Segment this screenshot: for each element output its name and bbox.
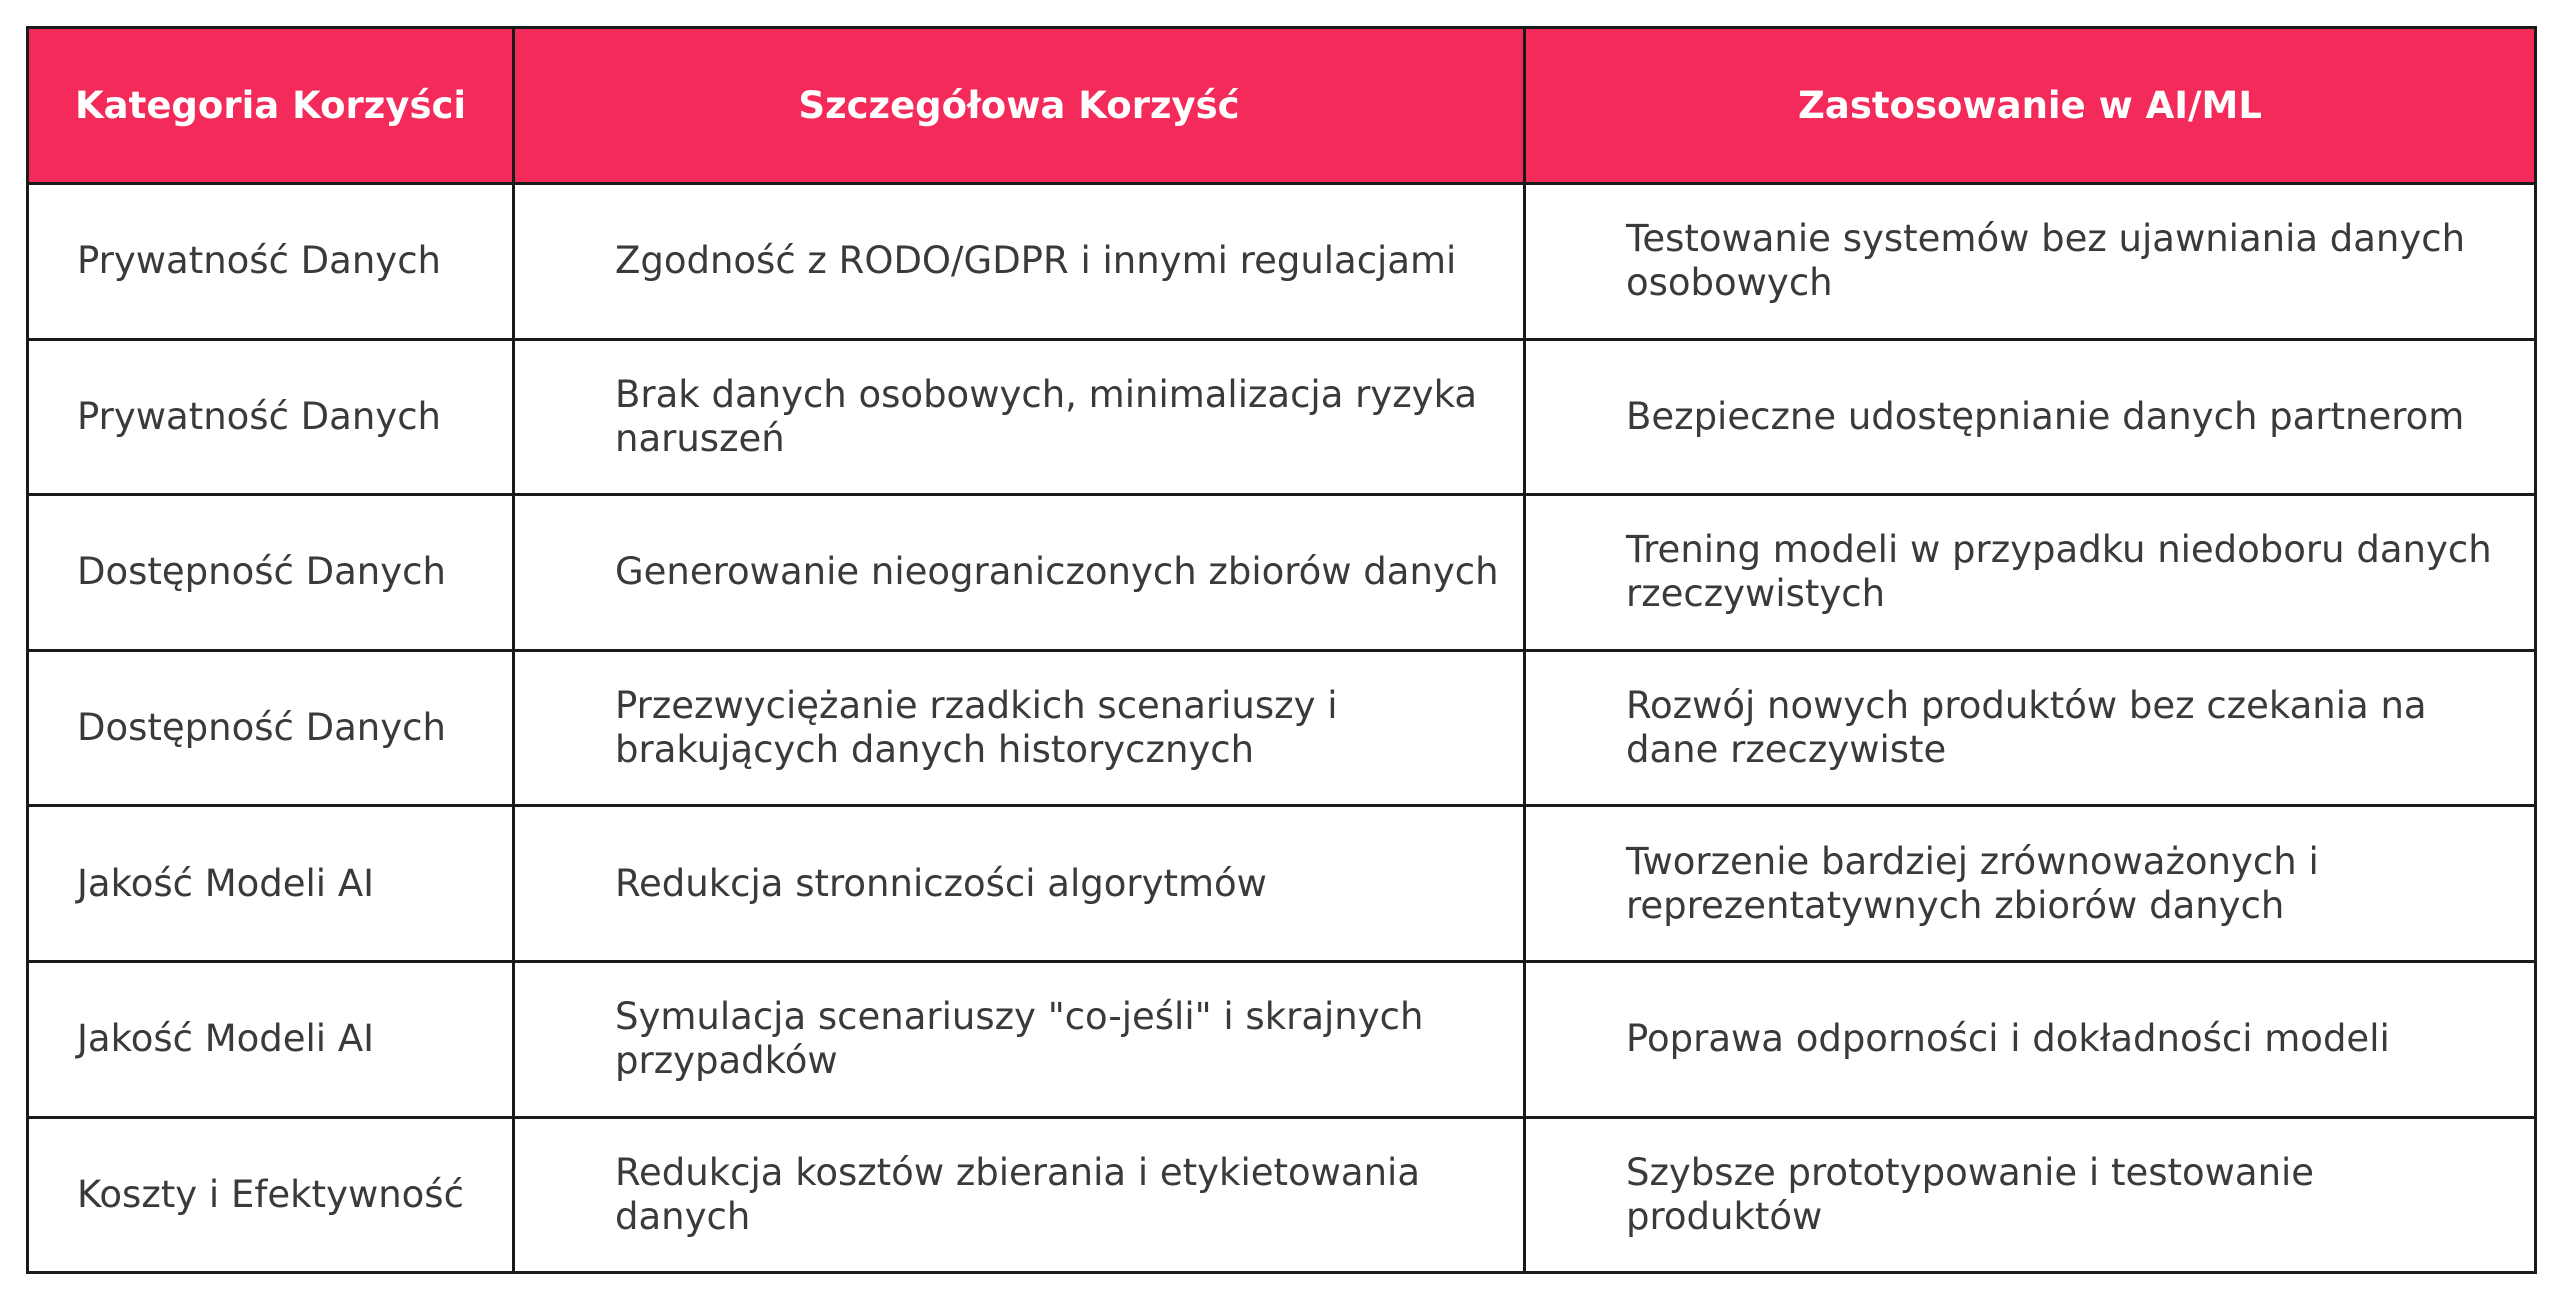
cell-category: Dostępność Danych <box>28 650 514 806</box>
cell-detail: Zgodność z RODO/GDPR i innymi regulacjami <box>514 184 1525 340</box>
table-row <box>28 184 2536 340</box>
cell-detail: Brak danych osobowych, minimalizacja ryzyka naruszeń <box>514 339 1525 495</box>
cell-detail: Generowanie nieograniczonych zbiorów danych <box>514 495 1525 651</box>
header-application: Zastosowanie w AI/ML <box>1525 28 2536 184</box>
cell-detail: Redukcja kosztów zbierania i etykietowania danych <box>514 1117 1525 1273</box>
cell-detail: Symulacja scenariuszy "co-jeśli" i skrajnych przypadków <box>514 961 1525 1117</box>
table-row <box>28 495 2536 651</box>
benefits-table <box>26 26 2537 1274</box>
cell-detail: Redukcja stronniczości algorytmów <box>514 806 1525 962</box>
cell-category: Koszty i Efektywność <box>28 1117 514 1273</box>
cell-detail: Przezwyciężanie rzadkich scenariuszy i brakujących danych historycznych <box>514 650 1525 806</box>
table-row <box>28 961 2536 1117</box>
cell-application: Rozwój nowych produktów bez czekania na dane rzeczywiste <box>1525 650 2536 806</box>
cell-application: Bezpieczne udostępnianie danych partnerom <box>1525 339 2536 495</box>
cell-category: Prywatność Danych <box>28 339 514 495</box>
header-category: Kategoria Korzyści <box>28 28 514 184</box>
cell-category: Prywatność Danych <box>28 184 514 340</box>
cell-category: Dostępność Danych <box>28 495 514 651</box>
header-detail: Szczegółowa Korzyść <box>514 28 1525 184</box>
cell-application: Trening modeli w przypadku niedoboru danych rzeczywistych <box>1525 495 2536 651</box>
cell-application: Testowanie systemów bez ujawniania danych osobowych <box>1525 184 2536 340</box>
cell-application: Poprawa odporności i dokładności modeli <box>1525 961 2536 1117</box>
cell-application: Szybsze prototypowanie i testowanie produktów <box>1525 1117 2536 1273</box>
cell-category: Jakość Modeli AI <box>28 806 514 962</box>
table-row <box>28 650 2536 806</box>
table-row <box>28 339 2536 495</box>
table-row <box>28 1117 2536 1273</box>
table-header-row <box>28 28 2536 184</box>
table-row <box>28 806 2536 962</box>
cell-application: Tworzenie bardziej zrównoważonych i reprezentatywnych zbiorów danych <box>1525 806 2536 962</box>
cell-category: Jakość Modeli AI <box>28 961 514 1117</box>
